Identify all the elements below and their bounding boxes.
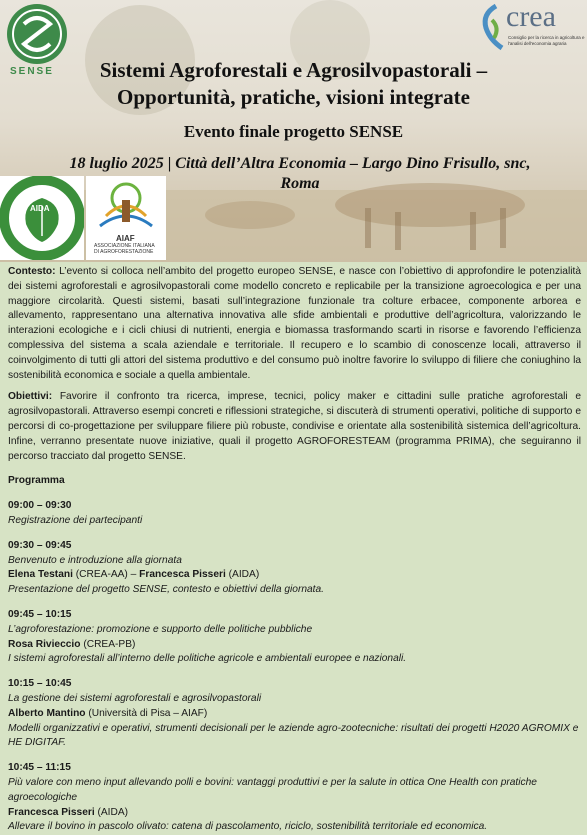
slot-speakers <box>8 568 581 583</box>
slot-time: 10:15 – 10:45 <box>8 678 72 690</box>
programme-slot <box>8 761 581 835</box>
slot-time: 09:45 – 10:15 <box>8 608 72 620</box>
aida-logo <box>0 176 84 260</box>
speaker-affiliation: (AIDA) <box>225 569 260 581</box>
context-paragraph <box>8 265 581 383</box>
objectives-text: Favorire il confronto tra ricerca, imprese, tecnici, policy maker e cittadini sulle pratiche agroforestali e agrosilvopastorali. Attraverso esempi concreti e riflessioni strategiche, si discuterà di strumenti operativi, politiche di supporto e percorsi di co-progettazione per sviluppare filiere più robuste, condivise e orientate alla sostenibilità sistemica dell’agricoltura. Infine, verranno presentate nuove iniziative, quali il progetto AGROFORESTEAM (programma PRIMA), che seguiranno il percorso tracciato dal progetto SENSE. <box>8 391 581 462</box>
event-venue-line1: Città dell’Altra Economia – Largo Dino Frisullo, snc, <box>175 155 531 172</box>
event-venue-line2: Roma <box>280 175 320 192</box>
speaker-affiliation: (CREA-AA) – <box>72 569 140 581</box>
slot-talk: Modelli organizzativi e operativi, strumenti decisionali per le aziende agro-zootecniche: risultati dei progetti H2020 AGROMIX e HE DIGITAF. <box>8 722 579 749</box>
slot-speakers <box>8 806 581 821</box>
slot-time: 10:45 – 11:15 <box>8 762 71 774</box>
aiaf-logo-sub1: ASSOCIAZIONE ITALIANA <box>94 243 155 249</box>
aiaf-logo <box>86 176 166 260</box>
event-title-line2: Opportunità, pratiche, visioni integrate <box>117 85 470 109</box>
header-banner <box>0 0 587 262</box>
event-subtitle: Evento finale progetto SENSE <box>183 122 404 141</box>
programme-slot <box>8 499 581 529</box>
crea-tagline: Consiglio per la ricerca in agricoltura e l'analisi dell'economia agraria <box>508 35 585 46</box>
date-separator: | <box>167 155 172 172</box>
programme-slot <box>8 539 581 598</box>
slot-topic: La gestione dei sistemi agroforestali e agrosilvopastorali <box>8 692 262 704</box>
speaker-affiliation: (CREA-PB) <box>80 638 136 650</box>
programme-slot <box>8 608 581 667</box>
speaker-name: Elena Testani <box>8 569 73 581</box>
context-text: L’evento si colloca nell’ambito del progetto europeo SENSE, e nasce con l’obiettivo di approfondire le potenzialità dei sistemi agroforestali e agrosilvopastorali come modello concreto e replicabile per la transizione agroecologica e per una maggiore circolarità. Questi sistemi, basati sull’integrazione funzionale tra colture erbacee, componente arborea e allevamento, rappresentano una alternativa innovativa alle sfide ambientali e produttive dell’agricoltura, valorizzando le interazioni ecologiche e i cicli chiusi di nutrienti, energia e biomassa trasformando scarti in risorse e favorendo l’efficienza complessiva del sistema a scala aziendale e territoriale. Il recupero e lo scambio di conoscenze locali, attraverso il coinvolgimento di tutti gli attori del sistema produttivo e del consumo può inoltre favorire lo sviluppo di filiere che coniughino la sostenibilità economica e sociale a quella ambientale. <box>8 266 581 381</box>
slot-topic: Più valore con meno input allevando polli e bovini: vantaggi produttivi e per la salute in ottica One Health con pratiche agroecologiche <box>8 776 537 803</box>
sense-logo-text: SENSE <box>10 66 54 77</box>
crea-logo <box>478 0 587 60</box>
slot-topic: Registrazione dei partecipanti <box>8 514 143 526</box>
slot-talk: Presentazione del progetto SENSE, contesto e obiettivi della giornata. <box>8 584 325 596</box>
speaker-name: Alberto Mantino <box>8 707 86 719</box>
slot-speakers <box>8 707 581 722</box>
event-date: 18 luglio 2025 <box>69 155 164 172</box>
objectives-paragraph <box>8 390 581 464</box>
aiaf-logo-sub2: DI AGROFORESTAZIONE <box>94 249 154 255</box>
speaker-affiliation: (Università di Pisa – AIAF) <box>85 707 208 719</box>
aiaf-logo-text: AIAF <box>116 234 135 243</box>
speaker-name: Francesca Pisseri <box>8 806 95 818</box>
slot-topic: L’agroforestazione: promozione e supporto delle politiche pubbliche <box>8 623 313 635</box>
event-body <box>8 265 581 835</box>
slot-talk: Allevare il bovino in pascolo olivato: catena di pascolamento, riciclo, sostenibilità territoriale ed economica. <box>8 821 488 833</box>
programme-title: Programma <box>8 475 65 487</box>
speaker-name: Rosa Rivieccio <box>8 638 81 650</box>
speaker-affiliation: (AIDA) <box>94 806 129 818</box>
slot-topic: Benvenuto e introduzione alla giornata <box>8 554 182 566</box>
slot-talk: I sistemi agroforestali all’interno delle politiche agricole e ambientali europee e nazionali. <box>8 653 407 665</box>
aida-logo-text: AIDA <box>30 204 50 213</box>
crea-logo-text: crea <box>506 0 556 33</box>
programme-slot <box>8 677 581 751</box>
event-title-line1: Sistemi Agroforestali e Agrosilvopastorali – <box>99 58 488 82</box>
slot-time: 09:00 – 09:30 <box>8 500 72 512</box>
context-label: Contesto: <box>8 266 56 277</box>
objectives-label: Obiettivi: <box>8 391 53 403</box>
slot-speakers <box>8 638 581 653</box>
slot-time: 09:30 – 09:45 <box>8 539 72 551</box>
speaker-name: Francesca Pisseri <box>139 569 226 581</box>
